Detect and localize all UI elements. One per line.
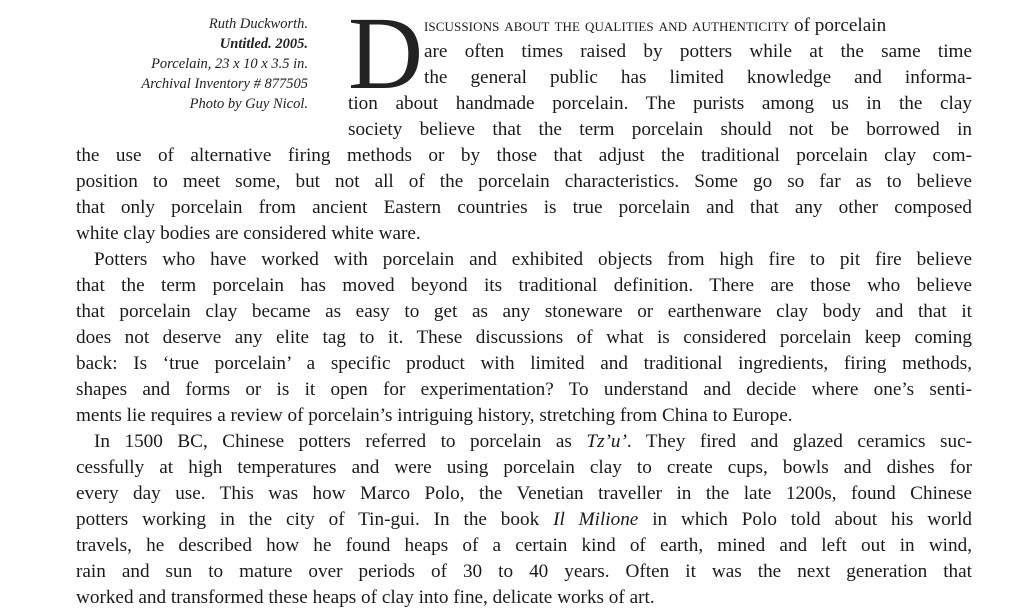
text-line: back: Is ‘true porcelain’ a specific product with limited and traditional ingredients, firing methods, — [76, 353, 972, 374]
text-line: ments lie requires a review of porcelain’s intriguing history, stretching from China to Europe. — [76, 405, 793, 426]
caption-medium: Porcelain, 23 x 10 x 3.5 in. — [151, 56, 308, 72]
text-line: position to meet some, but not all of the porcelain characteristics. Some go so far as to believe — [76, 171, 972, 192]
text-line: tion about handmade porcelain. The purists among us in the clay — [348, 93, 972, 114]
text-line: Potters who have worked with porcelain and exhibited objects from high fire to pit fire believe — [94, 249, 972, 270]
italic-book-title: Il Milione — [553, 509, 639, 530]
text-span: potters working in the city of Tin-gui. In the book — [76, 509, 540, 530]
text-line: white clay bodies are considered white ware. — [76, 223, 421, 244]
text-line — [76, 507, 972, 533]
text-span: in which Polo told about his world — [652, 509, 973, 530]
text-line: society believe that the term porcelain should not be borrowed in — [348, 119, 972, 140]
text-line: cessfully at high temperatures and were using porcelain clay to create cups, bowls and dishes for — [76, 457, 972, 478]
text-line: that the term porcelain has moved beyond its traditional definition. There are those who believe — [76, 275, 972, 296]
text-line: the use of alternative firing methods or by those that adjust the traditional porcelain clay com- — [76, 145, 972, 166]
text-line — [424, 13, 972, 39]
text-line — [94, 429, 972, 455]
text-span: . They fired and glazed ceramics suc- — [626, 431, 973, 452]
text-line: travels, he described how he found heaps of a certain kind of earth, mined and left out in wind, — [76, 535, 972, 556]
text-line: the general public has limited knowledge and informa- — [424, 67, 972, 88]
photo-caption — [60, 14, 308, 114]
text-line: does not deserve any elite tag to it. These discussions of what is considered porcelain keep coming — [76, 327, 972, 348]
text-line-smallcaps: iscussions about the qualities and authenticity — [424, 15, 790, 36]
text-line: shapes and forms or is it open for experimentation? To understand and decide where one’s senti- — [76, 379, 972, 400]
text-span: In 1500 BC, Chinese potters referred to porcelain as — [94, 431, 572, 452]
drop-cap: D — [348, 0, 424, 111]
italic-term: Tz’u’ — [586, 431, 627, 452]
text-line: rain and sun to mature over periods of 30 to 40 years. Often it was the next generation that — [76, 561, 972, 582]
text-line: that porcelain clay became as easy to get as any stoneware or earthenware clay body and that it — [76, 301, 972, 322]
text-line: that only porcelain from ancient Eastern countries is true porcelain and that any other composed — [76, 197, 972, 218]
caption-artist: Ruth Duckworth. — [208, 16, 308, 32]
caption-title: Untitled. 2005. — [219, 36, 308, 52]
text-line: are often times raised by potters while at the same time — [424, 41, 972, 62]
text-line-rest: of porcelain — [794, 15, 887, 36]
caption-photo-credit: Photo by Guy Nicol. — [189, 96, 308, 112]
text-line: every day use. This was how Marco Polo, the Venetian traveller in the late 1200s, found Chinese — [76, 483, 972, 504]
caption-inventory: Archival Inventory # 877505 — [141, 76, 308, 92]
text-line: worked and transformed these heaps of clay into fine, delicate works of art. — [76, 587, 655, 608]
